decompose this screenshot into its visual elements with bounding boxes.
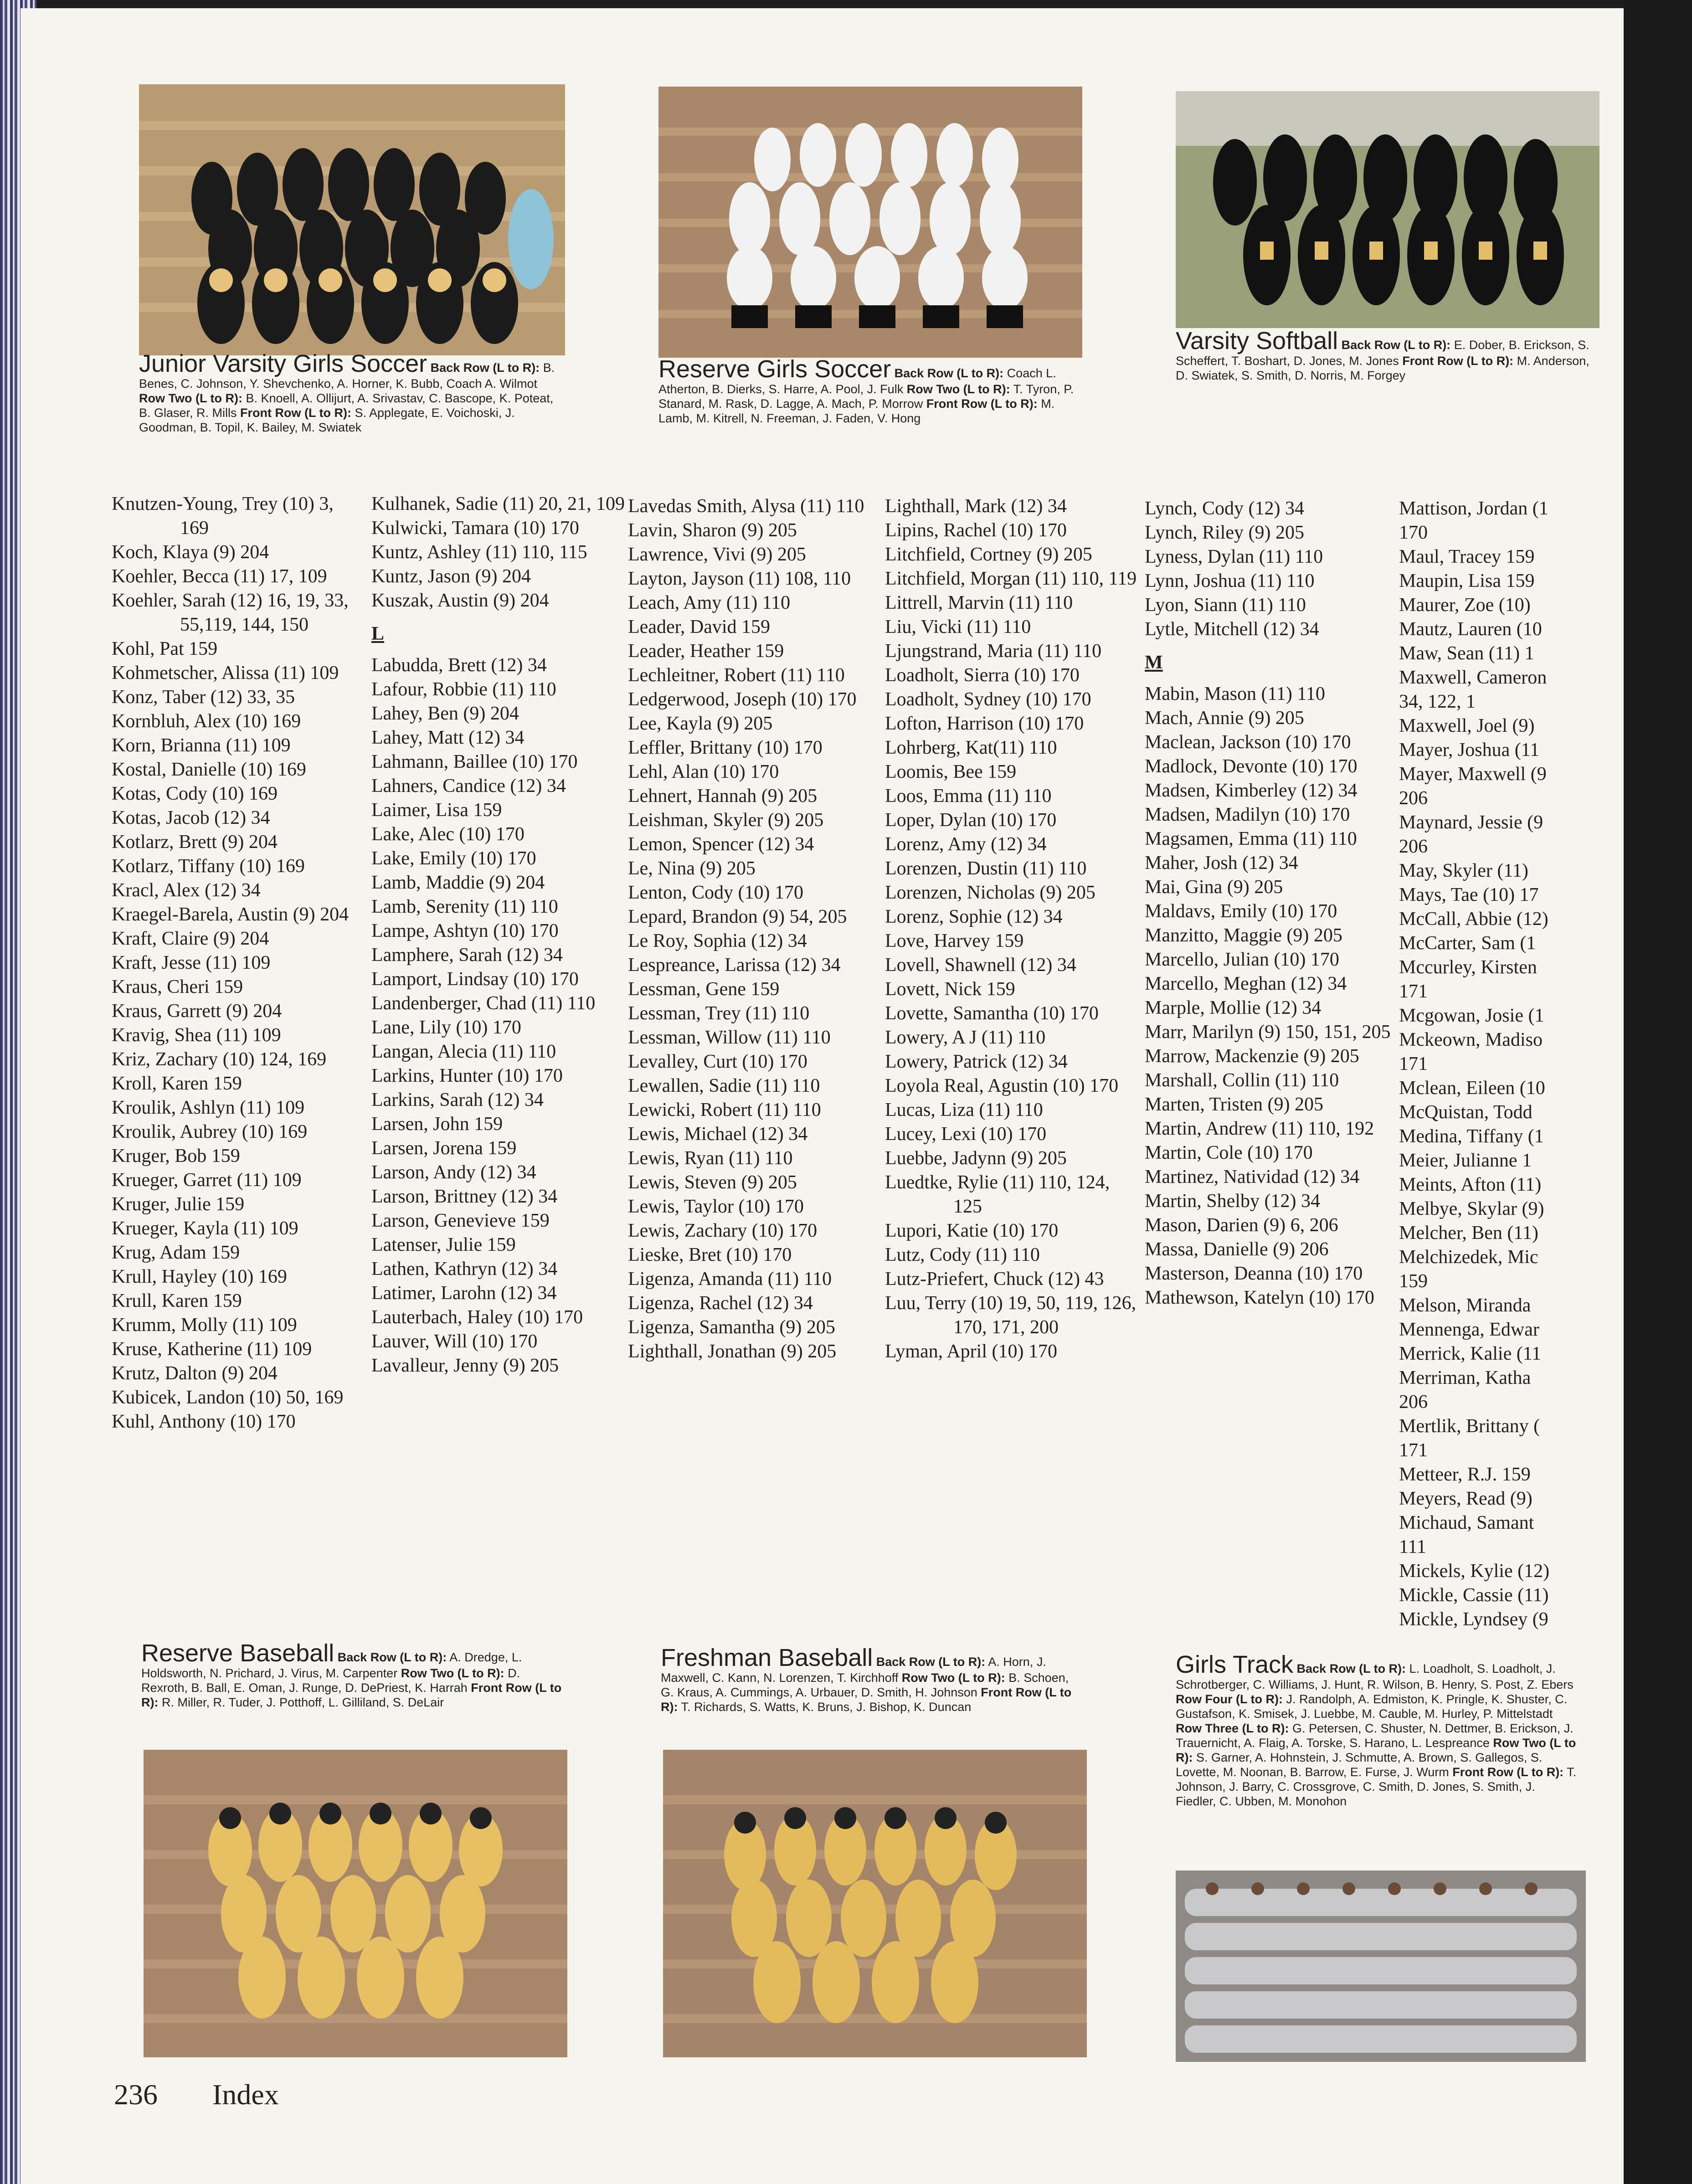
index-entry: Lavin, Sharon (9) 205 xyxy=(628,520,797,541)
index-entry: Magsamen, Emma (11) 110 xyxy=(1145,828,1357,849)
index-entry: Lieske, Bret (10) 170 xyxy=(628,1244,792,1265)
index-entry: Lavedas Smith, Alysa (11) 110 xyxy=(628,496,864,517)
index-entry: Laimer, Lisa 159 xyxy=(371,800,502,821)
index-entry: Kulwicki, Tamara (10) 170 xyxy=(371,518,579,539)
index-column-2 xyxy=(371,492,627,1378)
index-entry: Krueger, Garret (11) 109 xyxy=(112,1170,302,1191)
index-entry: Maurer, Zoe (10) xyxy=(1399,595,1531,616)
index-entry: Lewis, Zachary (10) 170 xyxy=(628,1220,818,1241)
index-entry: Kruger, Bob 159 xyxy=(112,1146,240,1167)
caption-title: Varsity Softball xyxy=(1176,327,1338,355)
index-column-4 xyxy=(885,494,1140,1364)
caption-title: Reserve Baseball xyxy=(141,1639,334,1667)
index-entry: Kriz, Zachary (10) 124, 169 xyxy=(112,1049,327,1070)
index-entry: Mayer, Maxwell (9 xyxy=(1399,764,1547,785)
index-entry: Kruse, Katherine (11) 109 xyxy=(112,1339,312,1360)
index-entry: Larsen, John 159 xyxy=(371,1114,503,1135)
index-entry: Korn, Brianna (11) 109 xyxy=(112,735,291,756)
index-entry: Lechleitner, Robert (11) 110 xyxy=(628,665,845,686)
index-entry: Lynch, Cody (12) 34 xyxy=(1145,498,1304,519)
caption-freshman-baseball: Freshman Baseball Back Row (L to R): A. Horn, J. Maxwell, C. Kann, N. Lorenzen, T. Kirchhoff Row Two (L to R): B. Schoen, G. Kraus, A. Cummings, A. Urbauer, D. Smith, H. Johnson Front Row (L to R): T. Richards, S. Watts, K. Bruns, J. Bishop, K. Duncan xyxy=(661,1644,1072,1714)
index-entry: Lyness, Dylan (11) 110 xyxy=(1145,546,1323,567)
index-entry: Litchfield, Morgan (11) 110, 119 xyxy=(885,568,1137,589)
caption-reserve-baseball: Reserve Baseball Back Row (L to R): A. Dredge, L. Holdsworth, N. Prichard, J. Virus, M. Carpenter Row Two (L to R): D. Rexroth, B. Ball, E. Oman, J. Runge, D. DePriest, K. Harrah Front Row (L to R): R. Miller, R. Tuder, J. Potthoff, L. Gilliland, S. DeLair xyxy=(141,1639,562,1709)
index-entry: Manzitto, Maggie (9) 205 xyxy=(1145,925,1342,946)
index-entry: 206 xyxy=(1399,1392,1428,1413)
index-entry: Meier, Julianne 1 xyxy=(1399,1150,1532,1171)
index-entry: Leader, David 159 xyxy=(628,617,771,637)
index-entry: Mayer, Joshua (11 xyxy=(1399,740,1540,761)
index-column-6 xyxy=(1399,497,1581,1632)
index-entry: Kraft, Claire (9) 204 xyxy=(112,928,269,949)
index-entry: Kubicek, Landon (10) 50, 169 xyxy=(112,1387,344,1408)
index-entry: Mickle, Cassie (11) xyxy=(1399,1585,1549,1606)
index-entry: Le Roy, Sophia (12) 34 xyxy=(628,930,807,951)
index-entry: Larkins, Hunter (10) 170 xyxy=(371,1065,563,1086)
index-entry: Larsen, Jorena 159 xyxy=(371,1138,517,1159)
index-entry: Mautz, Lauren (10 xyxy=(1399,619,1542,640)
index-column-5 xyxy=(1145,497,1400,1310)
index-entry: Latimer, Larohn (12) 34 xyxy=(371,1283,557,1304)
index-entry: May, Skyler (11) xyxy=(1399,860,1528,881)
index-entry: Leishman, Skyler (9) 205 xyxy=(628,810,824,831)
photo-jv-girls-soccer xyxy=(139,84,565,355)
index-entry: Lessman, Trey (11) 110 xyxy=(628,1003,810,1024)
index-entry: Mach, Annie (9) 205 xyxy=(1145,708,1304,729)
index-entry: Melson, Miranda xyxy=(1399,1295,1531,1316)
index-entry: Kotlarz, Tiffany (10) 169 xyxy=(112,856,305,877)
index-entry: Mccurley, Kirsten xyxy=(1399,957,1537,978)
index-entry: Landenberger, Chad (11) 110 xyxy=(371,993,596,1014)
index-entry: Kruger, Julie 159 xyxy=(112,1194,245,1215)
index-entry: Mabin, Mason (11) 110 xyxy=(1145,683,1325,704)
index-entry: Knutzen-Young, Trey (10) 3, 169 xyxy=(112,493,334,539)
index-entry: Kulhanek, Sadie (11) 20, 21, 109 xyxy=(371,493,625,514)
index-entry: Maclean, Jackson (10) 170 xyxy=(1145,732,1351,753)
index-entry: Lyon, Siann (11) 110 xyxy=(1145,595,1306,616)
index-entry: Lahey, Ben (9) 204 xyxy=(371,703,519,724)
page-folio xyxy=(114,2078,279,2112)
index-entry: Koehler, Becca (11) 17, 109 xyxy=(112,566,327,587)
index-entry: Love, Harvey 159 xyxy=(885,930,1024,951)
index-entry: Lamphere, Sarah (12) 34 xyxy=(371,945,563,966)
index-entry: Metteer, R.J. 159 xyxy=(1399,1464,1531,1485)
index-entry: Lathen, Kathryn (12) 34 xyxy=(371,1259,558,1280)
index-entry: Mclean, Eileen (10 xyxy=(1399,1078,1545,1099)
index-entry: Marcello, Meghan (12) 34 xyxy=(1145,973,1347,994)
index-entry: Kuszak, Austin (9) 204 xyxy=(371,590,549,611)
index-entry: Le, Nina (9) 205 xyxy=(628,858,756,879)
index-entry: Marr, Marilyn (9) 150, 151, 205 xyxy=(1145,1022,1391,1043)
index-entry: Larson, Andy (12) 34 xyxy=(371,1162,536,1183)
index-entry: Lewicki, Robert (11) 110 xyxy=(628,1100,821,1120)
index-entry: Liu, Vicki (11) 110 xyxy=(885,617,1031,637)
index-entry: Krug, Adam 159 xyxy=(112,1242,240,1263)
index-entry: Mcgowan, Josie (1 xyxy=(1399,1005,1544,1026)
index-entry: 171 xyxy=(1399,1053,1428,1074)
index-entry: Ligenza, Rachel (12) 34 xyxy=(628,1293,813,1314)
index-entry: Lake, Alec (10) 170 xyxy=(371,824,525,845)
index-letter-heading: M xyxy=(1145,652,1163,673)
index-entry: Marrow, Mackenzie (9) 205 xyxy=(1145,1046,1359,1067)
photo-varsity-softball xyxy=(1176,91,1599,328)
index-entry: Maxwell, Joel (9) xyxy=(1399,715,1535,736)
index-entry: Lutz-Priefert, Chuck (12) 43 xyxy=(885,1269,1104,1290)
photo-reserve-girls-soccer xyxy=(658,87,1082,358)
index-entry: Maldavs, Emily (10) 170 xyxy=(1145,901,1337,922)
index-entry: Lauver, Will (10) 170 xyxy=(371,1331,538,1352)
index-entry: Lampe, Ashtyn (10) 170 xyxy=(371,920,559,941)
index-entry: Koch, Klaya (9) 204 xyxy=(112,542,269,563)
index-entry: Loos, Emma (11) 110 xyxy=(885,786,1052,807)
index-entry: McQuistan, Todd xyxy=(1399,1102,1533,1123)
index-entry: Lamport, Lindsay (10) 170 xyxy=(371,969,579,990)
index-entry: Mennenga, Edwar xyxy=(1399,1319,1539,1340)
index-entry: Michaud, Samant xyxy=(1399,1512,1534,1533)
index-entry: Ligenza, Samantha (9) 205 xyxy=(628,1317,835,1338)
index-column-1 xyxy=(112,492,367,1434)
index-entry: 111 xyxy=(1399,1537,1426,1557)
index-entry: Mickels, Kylie (12) xyxy=(1399,1561,1550,1582)
index-entry: Lewis, Steven (9) 205 xyxy=(628,1172,797,1193)
index-entry: Lohrberg, Kat(11) 110 xyxy=(885,737,1057,758)
index-entry: Larkins, Sarah (12) 34 xyxy=(371,1089,544,1110)
index-entry: Kornbluh, Alex (10) 169 xyxy=(112,711,301,732)
index-entry: 171 xyxy=(1399,1440,1428,1461)
index-column-3 xyxy=(628,494,883,1364)
index-entry: Luedtke, Rylie (11) 110, 124, 125 xyxy=(885,1172,1110,1217)
index-entry: Koehler, Sarah (12) 16, 19, 33, 55,119, 144, 150 xyxy=(112,590,349,635)
index-entry: Marten, Tristen (9) 205 xyxy=(1145,1094,1323,1115)
index-entry: Lahmann, Baillee (10) 170 xyxy=(371,751,578,772)
index-entry: 206 xyxy=(1399,788,1428,809)
index-entry: Larson, Genevieve 159 xyxy=(371,1210,550,1231)
caption-jv-girls-soccer: Junior Varsity Girls Soccer Back Row (L to R): B. Benes, C. Johnson, Y. Shevchenko, A. Horner, K. Bubb, Coach A. Wilmot Row Two (L to R): B. Knoell, A. Ollijurt, A. Srivastav, C. Bascope, K. Poteat, B. Glaser, R. Mills Front Row (L to R): S. Applegate, E. Voichoski, J. Goodman, B. Topil, K. Bailey, M. Swiatek xyxy=(139,350,555,434)
index-entry: Lynn, Joshua (11) 110 xyxy=(1145,570,1315,591)
caption-girls-track: Girls Track Back Row (L to R): L. Loadholt, S. Loadholt, J. Schrotberger, C. Williams, J. Hunt, R. Wilson, B. Henry, S. Post, Z. Ebers Row Four (L to R): J. Randolph, A. Edmiston, K. Pringle, K. Shuster, C. Gustafson, K. Smisek, J. Luebbe, M. Cauble, M. Hurley, P. Mittelstadt Row Three (L to R): G. Petersen, C. Shuster, N. Dettmer, B. Erickson, J. Trauernicht, A. Flaig, A. Torske, S. Harano, L. Lespreance Row Two (L to R): S. Garner, A. Hohnstein, J. Schmutte, A. Brown, S. Gallegos, S. Lovette, M. Noonan, B. Barrow, E. Furse, J. Wurm Front Row (L to R): T. Johnson, J. Barry, C. Crossgrove, C. Smith, D. Jones, S. Smith, J. Fiedler, C. Ubben, M. Monohon xyxy=(1176,1651,1577,1808)
index-entry: Madsen, Madilyn (10) 170 xyxy=(1145,804,1350,825)
index-entry: Lipins, Rachel (10) 170 xyxy=(885,520,1067,541)
index-entry: Kotas, Jacob (12) 34 xyxy=(112,807,270,828)
index-entry: Kroll, Karen 159 xyxy=(112,1073,242,1094)
index-entry: Mai, Gina (9) 205 xyxy=(1145,877,1283,898)
index-entry: Lorenzen, Nicholas (9) 205 xyxy=(885,882,1095,903)
index-entry: Lovell, Shawnell (12) 34 xyxy=(885,955,1076,976)
index-entry: 171 xyxy=(1399,981,1428,1002)
index-entry: Lane, Lily (10) 170 xyxy=(371,1017,521,1038)
index-entry: Mathewson, Katelyn (10) 170 xyxy=(1145,1287,1374,1308)
index-entry: Labudda, Brett (12) 34 xyxy=(371,655,547,676)
index-entry: 159 xyxy=(1399,1271,1428,1292)
caption-title: Junior Varsity Girls Soccer xyxy=(139,350,427,377)
index-entry: Littrell, Marvin (11) 110 xyxy=(885,592,1073,613)
index-entry: Maul, Tracey 159 xyxy=(1399,546,1535,567)
index-entry: 206 xyxy=(1399,836,1428,857)
index-entry: Kraus, Garrett (9) 204 xyxy=(112,1001,282,1022)
index-entry: 34, 122, 1 xyxy=(1399,691,1476,712)
index-entry: Maher, Josh (12) 34 xyxy=(1145,853,1298,874)
index-entry: McCall, Abbie (12) xyxy=(1399,909,1548,930)
index-entry: Lowery, Patrick (12) 34 xyxy=(885,1051,1068,1072)
index-entry: Kuhl, Anthony (10) 170 xyxy=(112,1411,296,1432)
index-entry: Meints, Afton (11) xyxy=(1399,1174,1542,1195)
index-entry: Lyman, April (10) 170 xyxy=(885,1341,1057,1362)
index-entry: Melchizedek, Mic xyxy=(1399,1247,1538,1268)
index-entry: Lessman, Willow (11) 110 xyxy=(628,1027,831,1048)
index-entry: Lucas, Liza (11) 110 xyxy=(885,1100,1043,1120)
index-entry: Lee, Kayla (9) 205 xyxy=(628,713,773,734)
photo-reserve-baseball xyxy=(144,1750,567,2057)
next-page-edge xyxy=(1624,0,1692,2184)
index-entry: Kravig, Shea (11) 109 xyxy=(112,1025,281,1046)
index-entry: Lauterbach, Haley (10) 170 xyxy=(371,1307,583,1328)
index-entry: Leach, Amy (11) 110 xyxy=(628,592,791,613)
index-entry: Lawrence, Vivi (9) 205 xyxy=(628,544,806,565)
index-entry: Krutz, Dalton (9) 204 xyxy=(112,1363,278,1384)
caption-varsity-softball: Varsity Softball Back Row (L to R): E. Dober, B. Erickson, S. Scheffert, T. Boshart, D. Jones, M. Jones Front Row (L to R): M. Anderson, D. Swiatek, S. Smith, D. Norris, M. Forgey xyxy=(1176,327,1589,382)
index-entry: Maynard, Jessie (9 xyxy=(1399,812,1543,833)
photo-freshman-baseball xyxy=(663,1750,1087,2057)
index-entry: Lenton, Cody (10) 170 xyxy=(628,882,803,903)
index-entry: Lovette, Samantha (10) 170 xyxy=(885,1003,1099,1024)
index-entry: 170 xyxy=(1399,522,1428,543)
index-entry: Lehl, Alan (10) 170 xyxy=(628,761,779,782)
index-entry: Maupin, Lisa 159 xyxy=(1399,570,1535,591)
index-entry: Kotlarz, Brett (9) 204 xyxy=(112,832,278,853)
index-entry: Merrick, Kalie (11 xyxy=(1399,1343,1542,1364)
index-entry: Levalley, Curt (10) 170 xyxy=(628,1051,807,1072)
caption-title: Freshman Baseball xyxy=(661,1644,873,1671)
index-entry: Lucey, Lexi (10) 170 xyxy=(885,1124,1047,1145)
index-entry: Marshall, Collin (11) 110 xyxy=(1145,1070,1339,1091)
index-entry: Martin, Andrew (11) 110, 192 xyxy=(1145,1118,1374,1139)
index-entry: Lighthall, Mark (12) 34 xyxy=(885,496,1067,517)
index-entry: Lorenzen, Dustin (11) 110 xyxy=(885,858,1087,879)
index-letter-heading: L xyxy=(371,623,385,644)
index-entry: Kraft, Jesse (11) 109 xyxy=(112,952,271,973)
index-entry: Kraus, Cheri 159 xyxy=(112,976,243,997)
index-entry: Lorenz, Amy (12) 34 xyxy=(885,834,1047,855)
index-entry: Marcello, Julian (10) 170 xyxy=(1145,949,1339,970)
index-entry: Lovett, Nick 159 xyxy=(885,979,1015,1000)
index-entry: Lewis, Michael (12) 34 xyxy=(628,1124,808,1145)
index-entry: Madlock, Devonte (10) 170 xyxy=(1145,756,1358,777)
index-entry: Mckeown, Madiso xyxy=(1399,1029,1543,1050)
photo-girls-track xyxy=(1176,1871,1586,2062)
index-entry: Kracl, Alex (12) 34 xyxy=(112,880,261,901)
index-entry: Loomis, Bee 159 xyxy=(885,761,1017,782)
index-entry: Krueger, Kayla (11) 109 xyxy=(112,1218,298,1239)
index-entry: Loper, Dylan (10) 170 xyxy=(885,810,1057,831)
index-entry: Merriman, Katha xyxy=(1399,1367,1531,1388)
index-entry: Lewis, Ryan (11) 110 xyxy=(628,1148,793,1169)
index-entry: Kuntz, Ashley (11) 110, 115 xyxy=(371,542,587,563)
index-entry: Lupori, Katie (10) 170 xyxy=(885,1220,1059,1241)
index-entry: Massa, Danielle (9) 206 xyxy=(1145,1239,1329,1260)
index-entry: Martin, Shelby (12) 34 xyxy=(1145,1191,1320,1212)
index-entry: Madsen, Kimberley (12) 34 xyxy=(1145,780,1358,801)
index-entry: Loadholt, Sydney (10) 170 xyxy=(885,689,1091,710)
index-entry: Lessman, Gene 159 xyxy=(628,979,780,1000)
index-entry: Leffler, Brittany (10) 170 xyxy=(628,737,823,758)
index-entry: Lutz, Cody (11) 110 xyxy=(885,1244,1040,1265)
index-entry: Krull, Karen 159 xyxy=(112,1290,242,1311)
index-entry: Kohl, Pat 159 xyxy=(112,638,218,659)
index-entry: Mertlik, Brittany ( xyxy=(1399,1416,1540,1437)
index-entry: Lake, Emily (10) 170 xyxy=(371,848,536,869)
index-entry: Lytle, Mitchell (12) 34 xyxy=(1145,619,1319,640)
index-entry: Mattison, Jordan (1 xyxy=(1399,498,1548,519)
index-entry: Mason, Darien (9) 6, 206 xyxy=(1145,1215,1338,1236)
index-entry: Kroulik, Aubrey (10) 169 xyxy=(112,1121,308,1142)
index-entry: Ledgerwood, Joseph (10) 170 xyxy=(628,689,857,710)
index-entry: Meyers, Read (9) xyxy=(1399,1488,1533,1509)
index-entry: Kraegel-Barela, Austin (9) 204 xyxy=(112,904,349,925)
index-entry: Litchfield, Cortney (9) 205 xyxy=(885,544,1092,565)
index-entry: Krumm, Molly (11) 109 xyxy=(112,1315,297,1336)
index-entry: Lahey, Matt (12) 34 xyxy=(371,727,525,748)
index-entry: Lahners, Candice (12) 34 xyxy=(371,776,566,797)
index-entry: Lorenz, Sophie (12) 34 xyxy=(885,906,1063,927)
index-entry: Larson, Brittney (12) 34 xyxy=(371,1186,558,1207)
index-entry: Lamb, Serenity (11) 110 xyxy=(371,896,558,917)
index-entry: Lowery, A J (11) 110 xyxy=(885,1027,1046,1048)
index-entry: Lehnert, Hannah (9) 205 xyxy=(628,786,818,807)
index-entry: Lepard, Brandon (9) 54, 205 xyxy=(628,906,847,927)
index-entry: Mickle, Lyndsey (9 xyxy=(1399,1609,1548,1630)
caption-title: Reserve Girls Soccer xyxy=(658,355,891,383)
index-entry: Medina, Tiffany (1 xyxy=(1399,1126,1544,1147)
index-entry: Kohmetscher, Alissa (11) 109 xyxy=(112,663,339,683)
index-entry: Melcher, Ben (11) xyxy=(1399,1223,1538,1244)
index-entry: Maw, Sean (11) 1 xyxy=(1399,643,1534,664)
index-entry: Luebbe, Jadynn (9) 205 xyxy=(885,1148,1067,1169)
index-entry: McCarter, Sam (1 xyxy=(1399,933,1536,954)
index-entry: Langan, Alecia (11) 110 xyxy=(371,1041,556,1062)
index-entry: Luu, Terry (10) 19, 50, 119, 126, 170, 171, 200 xyxy=(885,1293,1137,1338)
index-entry: Marple, Mollie (12) 34 xyxy=(1145,997,1322,1018)
index-entry: Mays, Tae (10) 17 xyxy=(1399,884,1539,905)
index-entry: Leader, Heather 159 xyxy=(628,641,784,662)
index-entry: Lavalleur, Jenny (9) 205 xyxy=(371,1355,559,1376)
index-entry: Melbye, Skylar (9) xyxy=(1399,1198,1544,1219)
index-entry: Kroulik, Ashlyn (11) 109 xyxy=(112,1097,305,1118)
index-entry: Lemon, Spencer (12) 34 xyxy=(628,834,814,855)
index-entry: Lewis, Taylor (10) 170 xyxy=(628,1196,804,1217)
index-entry: Kostal, Danielle (10) 169 xyxy=(112,759,306,780)
index-entry: Latenser, Julie 159 xyxy=(371,1234,516,1255)
index-entry: Layton, Jayson (11) 108, 110 xyxy=(628,568,851,589)
index-entry: Ljungstrand, Maria (11) 110 xyxy=(885,641,1102,662)
caption-title: Girls Track xyxy=(1176,1651,1294,1678)
index-entry: Lespreance, Larissa (12) 34 xyxy=(628,955,841,976)
index-entry: Lafour, Robbie (11) 110 xyxy=(371,679,556,700)
index-entry: Krull, Hayley (10) 169 xyxy=(112,1266,287,1287)
index-entry: Martinez, Natividad (12) 34 xyxy=(1145,1167,1360,1187)
index-entry: Lighthall, Jonathan (9) 205 xyxy=(628,1341,837,1362)
index-entry: Masterson, Deanna (10) 170 xyxy=(1145,1263,1363,1284)
index-entry: Loyola Real, Agustin (10) 170 xyxy=(885,1075,1119,1096)
section-name: Index xyxy=(212,2078,279,2111)
index-entry: Maxwell, Cameron xyxy=(1399,667,1547,688)
index-entry: Konz, Taber (12) 33, 35 xyxy=(112,687,295,708)
index-entry: Lofton, Harrison (10) 170 xyxy=(885,713,1084,734)
index-entry: Kotas, Cody (10) 169 xyxy=(112,783,278,804)
index-entry: Martin, Cole (10) 170 xyxy=(1145,1142,1313,1163)
caption-reserve-girls-soccer: Reserve Girls Soccer Back Row (L to R): Coach L. Atherton, B. Dierks, S. Harre, A. Pool, J. Fulk Row Two (L to R): T. Tyron, P. Stanard, M. Rask, D. Lagge, A. Mach, P. Morrow Front Row (L to R): M. Lamb, M. Kitrell, N. Freeman, J. Faden, V. Hong xyxy=(658,355,1074,425)
page-number: 236 xyxy=(114,2078,158,2111)
index-entry: Lynch, Riley (9) 205 xyxy=(1145,522,1304,543)
index-entry: Loadholt, Sierra (10) 170 xyxy=(885,665,1080,686)
index-entry: Lamb, Maddie (9) 204 xyxy=(371,872,545,893)
index-entry: Ligenza, Amanda (11) 110 xyxy=(628,1269,832,1290)
index-entry: Kuntz, Jason (9) 204 xyxy=(371,566,531,587)
index-entry: Lewallen, Sadie (11) 110 xyxy=(628,1075,820,1096)
